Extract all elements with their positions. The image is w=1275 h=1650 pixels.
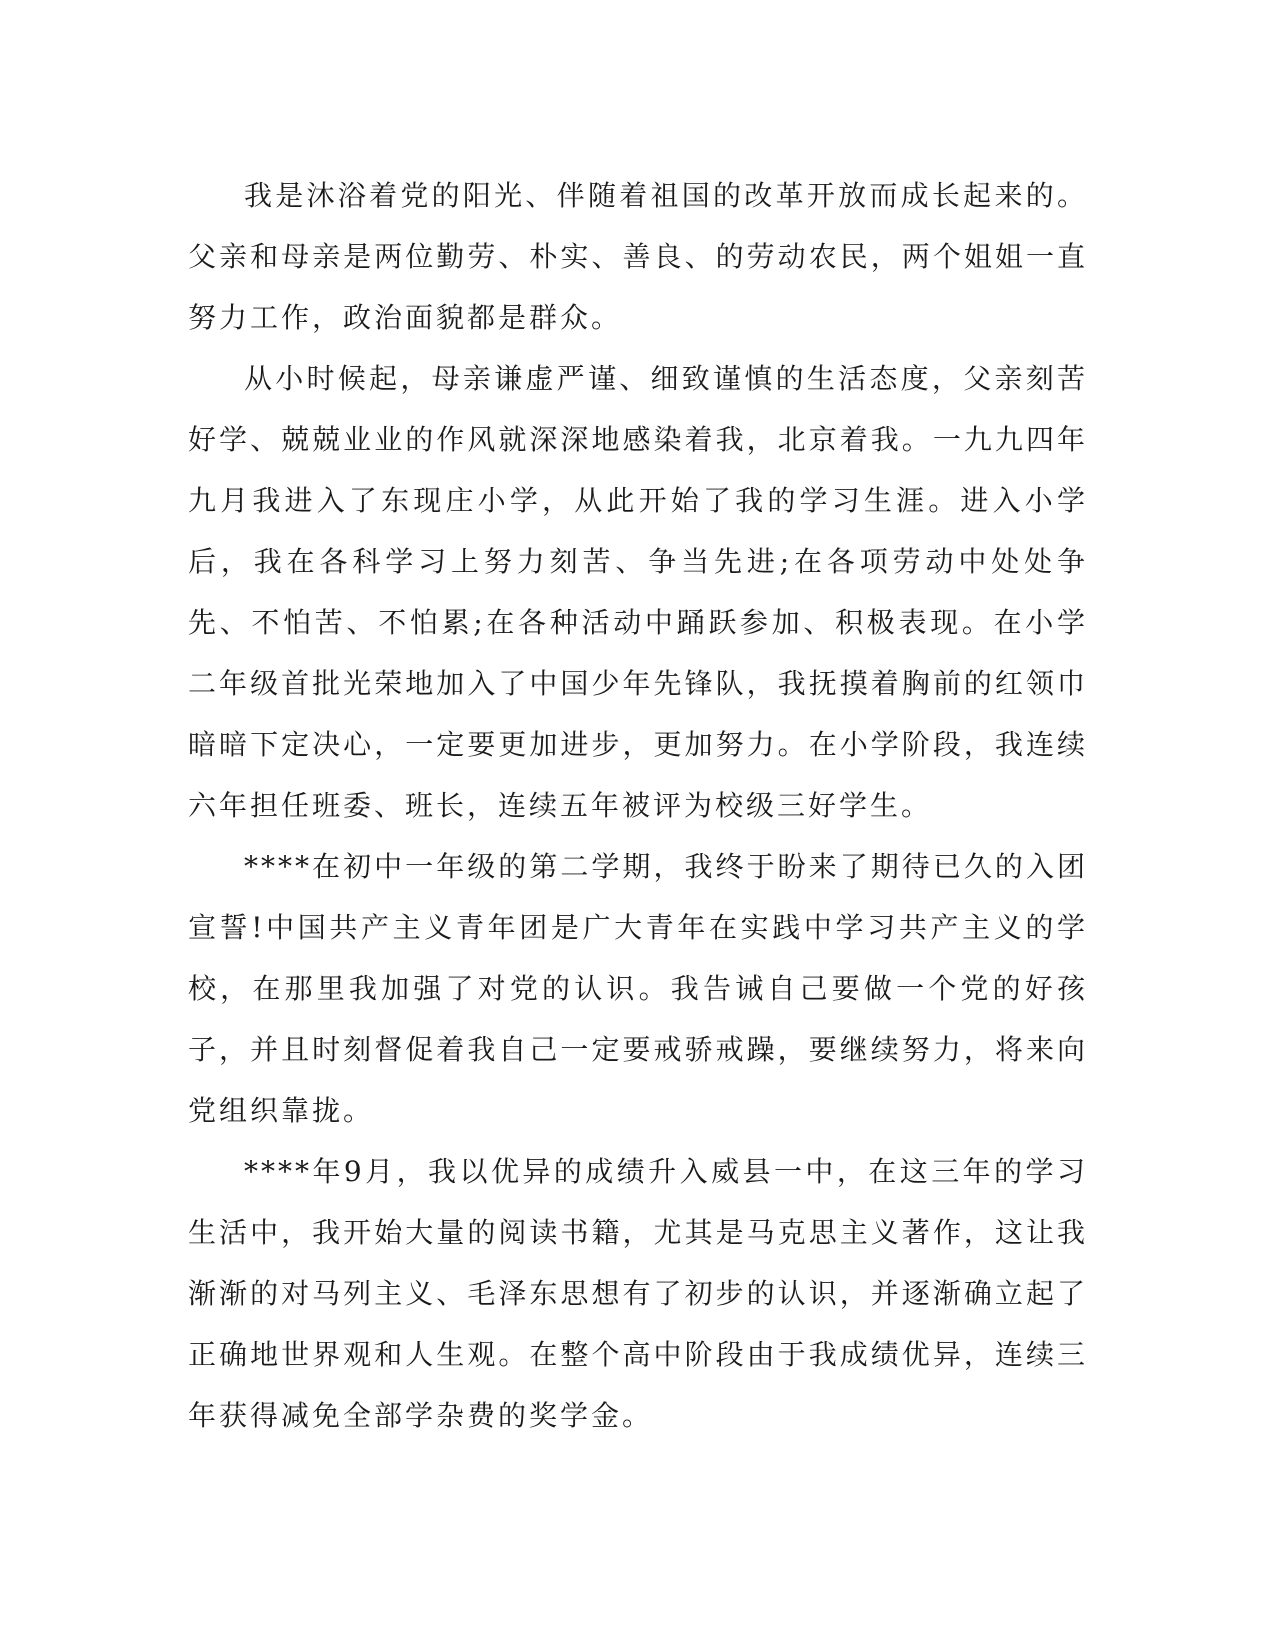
- paragraph-family-background: 我是沐浴着党的阳光、伴随着祖国的改革开放而成长起来的。父亲和母亲是两位勤劳、朴实、善良、的劳动农民，两个姐姐一直努力工作，政治面貌都是群众。: [188, 179, 1088, 334]
- paragraph-high-school: ****年9月，我以优异的成绩升入威县一中，在这三年的学习生活中，我开始大量的阅读书籍，尤其是马克思主义著作，这让我渐渐的对马列主义、毛泽东思想有了初步的认识，并逐渐确立起了正确地世界观和人生观。在整个高中阶段由于我成绩优异，连续三年获得减免全部学杂费的奖学金。: [188, 1155, 1088, 1432]
- document-body: [188, 165, 1088, 1446]
- paragraph-youth-league: ****在初中一年级的第二学期，我终于盼来了期待已久的入团宣誓!中国共产主义青年团是广大青年在实践中学习共产主义的学校，在那里我加强了对党的认识。我告诫自己要做一个党的好孩子，并且时刻督促着我自己一定要戒骄戒躁，要继续努力，将来向党组织靠拢。: [188, 850, 1088, 1127]
- paragraph-primary-school: 从小时候起，母亲谦虚严谨、细致谨慎的生活态度，父亲刻苦好学、兢兢业业的作风就深深地感染着我，北京着我。一九九四年九月我进入了东现庄小学，从此开始了我的学习生涯。进入小学后，我在各科学习上努力刻苦、争当先进;在各项劳动中处处争先、不怕苦、不怕累;在各种活动中踊跃参加、积极表现。在小学二年级首批光荣地加入了中国少年先锋队，我抚摸着胸前的红领巾暗暗下定决心，一定要更加进步，更加努力。在小学阶段，我连续六年担任班委、班长，连续五年被评为校级三好学生。: [188, 362, 1088, 822]
